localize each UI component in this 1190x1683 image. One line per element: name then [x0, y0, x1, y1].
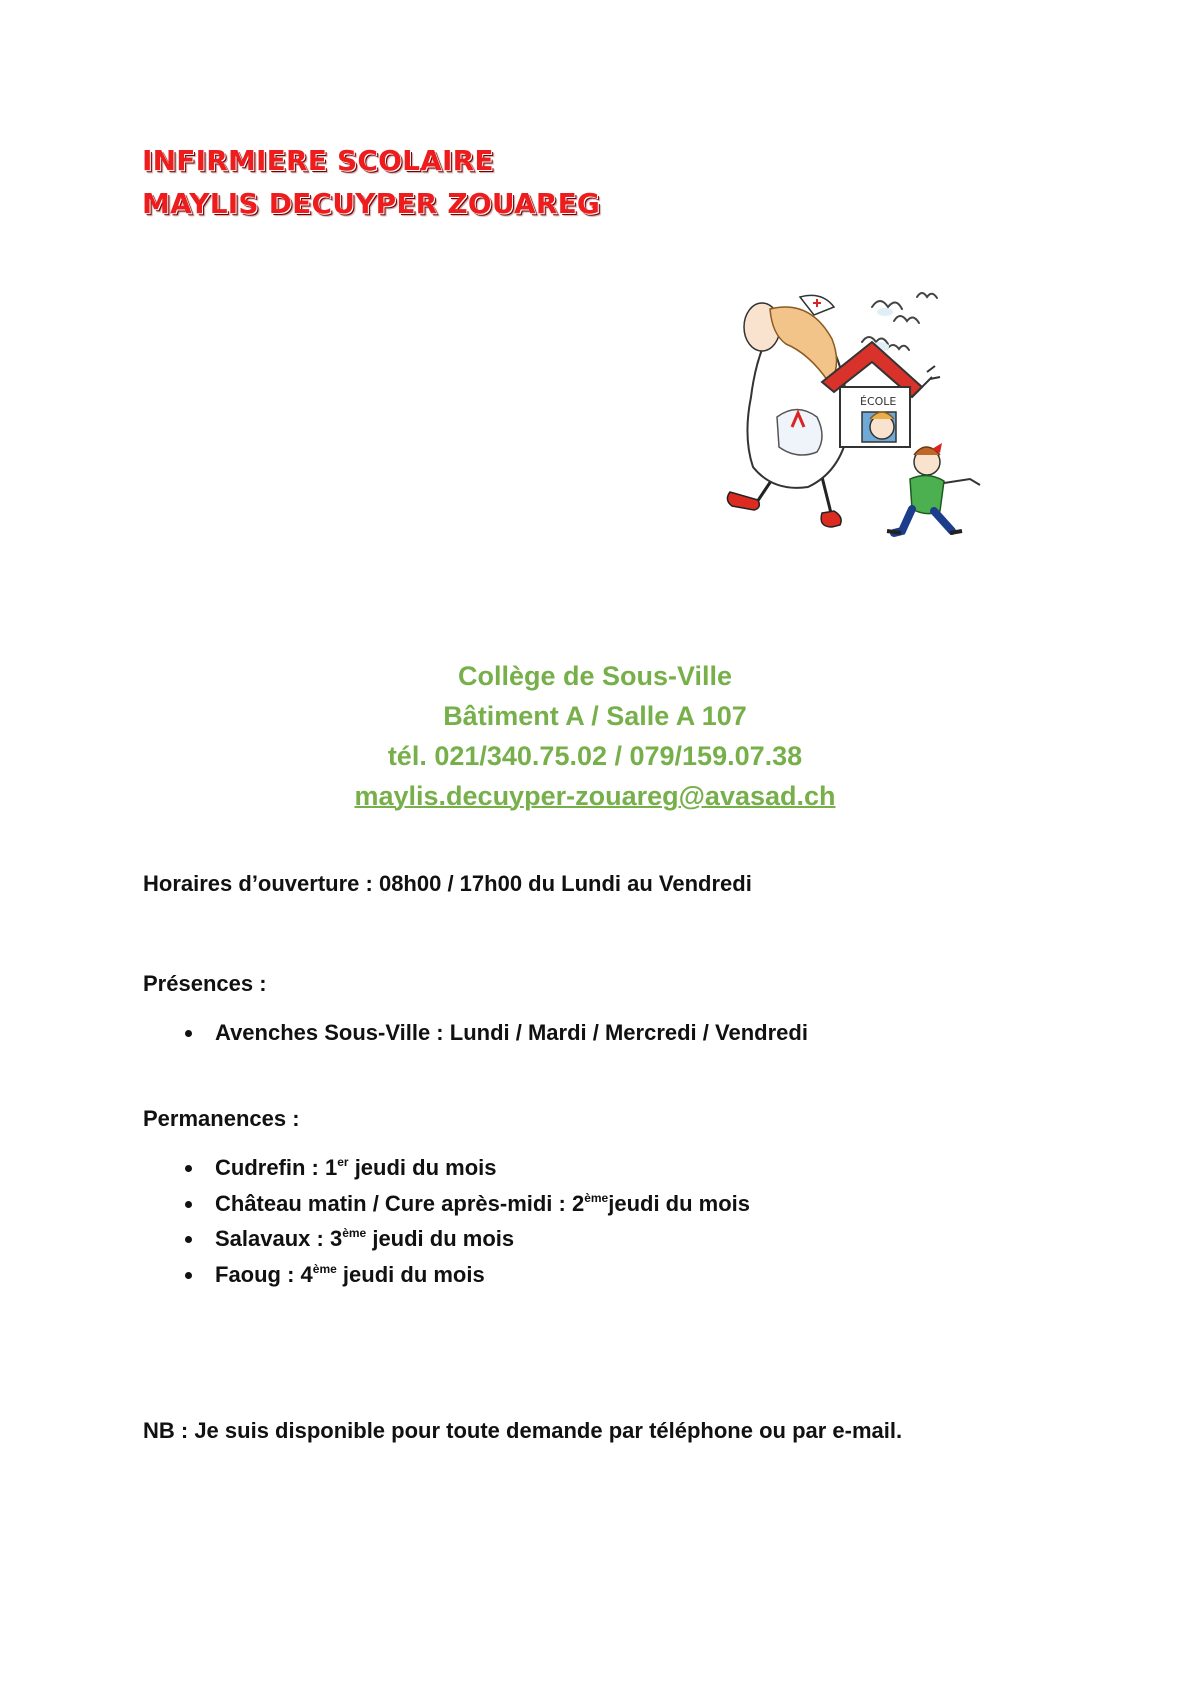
- contact-block: [0, 656, 1190, 816]
- phone-numbers: tél. 021/340.75.02 / 079/159.07.38: [387, 741, 803, 771]
- availability-note: NB : Je suis disponible pour toute demande par téléphone ou par e-mail.: [143, 1418, 903, 1443]
- list-item: Faoug : 4ème jeudi du mois: [143, 1257, 750, 1293]
- permanences-list: [143, 1150, 750, 1292]
- presences-list: [143, 1015, 808, 1051]
- opening-hours: Horaires d’ouverture : 08h00 / 17h00 du Lundi au Vendredi: [143, 871, 752, 896]
- birds-icon: [862, 293, 937, 350]
- school-name: Collège de Sous-Ville: [457, 661, 733, 691]
- permanences-heading: Permanences :: [143, 1106, 300, 1131]
- list-item: Château matin / Cure après-midi : 2èmejeudi du mois: [143, 1186, 750, 1222]
- nurse-illustration-icon: [722, 287, 1032, 587]
- school-sign: ÉCOLE: [860, 395, 897, 408]
- list-item: Avenches Sous-Ville : Lundi / Mardi / Mercredi / Vendredi: [143, 1015, 808, 1051]
- email-link[interactable]: maylis.decuyper-zouareg@avasad.ch: [354, 781, 836, 811]
- title-line-role: INFIRMIERE SCOLAIRE: [142, 144, 494, 177]
- list-item: Salavaux : 3ème jeudi du mois: [143, 1221, 750, 1257]
- presences-heading: Présences :: [143, 971, 267, 996]
- list-item: Cudrefin : 1er jeudi du mois: [143, 1150, 750, 1186]
- running-child-icon: [887, 443, 980, 533]
- title-line-name: MAYLIS DECUYPER ZOUAREG: [142, 187, 601, 220]
- page-title: [142, 139, 600, 225]
- room-location: Bâtiment A / Salle A 107: [443, 701, 747, 731]
